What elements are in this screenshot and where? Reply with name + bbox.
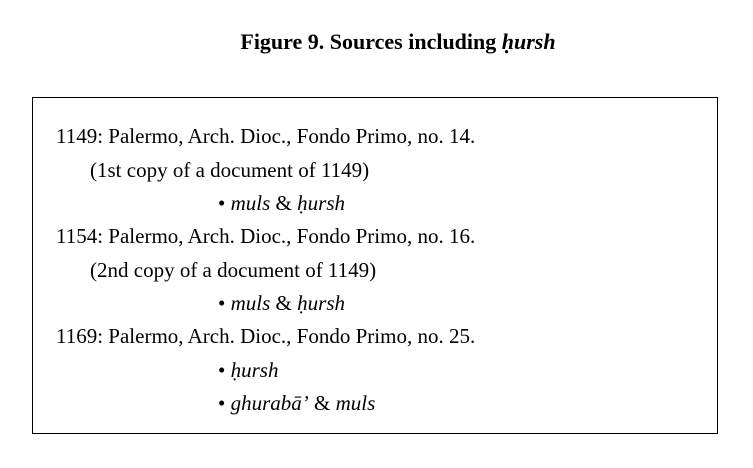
term-bullet (218, 390, 375, 416)
figure-title (0, 28, 753, 56)
ampersand: & (270, 291, 298, 315)
term: muls (230, 191, 271, 215)
bullet-glyph: • (218, 391, 226, 415)
source-citation: 1154: Palermo, Arch. Dioc., Fondo Primo, no. 16. (56, 224, 476, 248)
ampersand: & (308, 391, 336, 415)
source-note: (1st copy of a document of 1149) (90, 158, 370, 182)
source-citation: 1169: Palermo, Arch. Dioc., Fondo Primo, no. 25. (56, 324, 476, 348)
term: ḥursh (230, 358, 279, 382)
term: ghurabā’ (230, 391, 309, 415)
term-bullet (218, 190, 345, 216)
sources-box (32, 97, 718, 434)
figure-title-term: ḥursh (501, 29, 556, 54)
bullet-glyph: • (218, 191, 226, 215)
term-bullet (218, 290, 345, 316)
figure-title-prefix: Figure 9. Sources including (240, 29, 502, 54)
term-bullet (218, 357, 278, 383)
bullet-glyph: • (218, 358, 226, 382)
term: muls (335, 391, 376, 415)
bullet-glyph: • (218, 291, 226, 315)
term: ḥursh (297, 291, 345, 315)
ampersand: & (270, 191, 298, 215)
source-note: (2nd copy of a document of 1149) (90, 258, 377, 282)
term: muls (230, 291, 271, 315)
source-citation: 1149: Palermo, Arch. Dioc., Fondo Primo, no. 14. (56, 124, 476, 148)
term: ḥursh (297, 191, 345, 215)
